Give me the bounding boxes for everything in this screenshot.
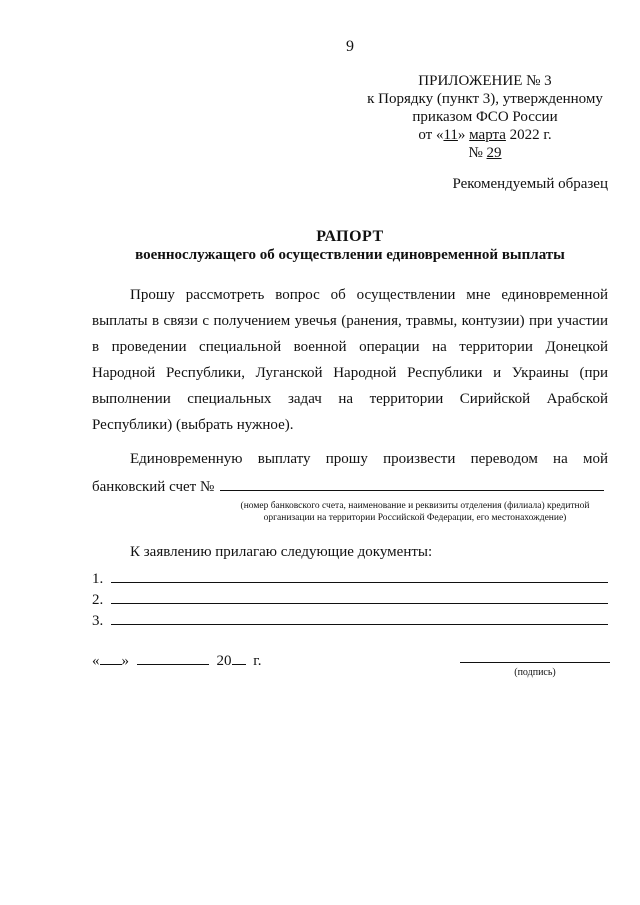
bank-account-hint: (номер банковского счета, наименование и реквизиты отделения (филиала) кредитной организации на территории Российской Федерации, его местонахождение): [240, 501, 590, 523]
attachment-field-1[interactable]: [111, 566, 608, 583]
attachment-number: 2.: [92, 592, 104, 608]
document-subtitle: военнослужащего об осуществлении единовременной выплаты: [135, 247, 565, 263]
annex-date-mid: »: [457, 127, 470, 143]
annex-number: [365, 144, 605, 162]
annex-order: приказом ФСО России: [412, 109, 558, 125]
recommended-sample-label: Рекомендуемый образец: [452, 176, 608, 192]
annex-date: [365, 126, 605, 144]
signature-field[interactable]: [460, 662, 610, 663]
attachments-intro: К заявлению прилагаю следующие документы:: [130, 544, 433, 560]
date-year-suffix: г.: [253, 653, 262, 669]
date-close-quote: »: [121, 653, 129, 669]
annex-date-prefix: от «: [418, 127, 444, 143]
request-paragraph: Прошу рассмотреть вопрос об осуществлении мне единовременной выплаты в связи с получением увечья (ранения, травмы, контузии) при участии в проведении специальной военной операции на территории Донецкой Народной Республики, Луганской Народной Республики и Украины (при выполнении специальных задач на территории Сирийской Арабской Республики) (выбрать нужное).: [92, 287, 608, 433]
signature-hint: (подпись): [514, 667, 556, 678]
annex-title: ПРИЛОЖЕНИЕ № 3: [418, 73, 552, 89]
attachment-number: 3.: [92, 613, 104, 629]
date-day-field[interactable]: [100, 650, 122, 665]
attachment-row-3: [92, 608, 608, 630]
page-number: 9: [346, 38, 354, 55]
annex-block: [365, 72, 605, 162]
bank-account-row: [92, 472, 608, 500]
annex-date-suffix: 2022 г.: [505, 127, 552, 143]
annex-date-day: 11: [443, 127, 458, 143]
document-title: РАПОРТ: [316, 228, 384, 245]
bank-account-block: [92, 446, 608, 500]
date-line: [92, 650, 261, 670]
attachment-number: 1.: [92, 571, 104, 587]
annex-number-prefix: №: [468, 145, 487, 161]
bank-request-text: Единовременную выплату прошу произвести переводом на мой: [130, 451, 608, 467]
annex-date-month: марта: [469, 127, 506, 143]
attachment-row-2: [92, 587, 608, 609]
annex-number-value: 29: [486, 145, 502, 161]
date-month-field[interactable]: [137, 650, 209, 665]
attachment-row-1: [92, 566, 608, 588]
bank-account-field[interactable]: [220, 472, 604, 491]
date-open-quote: «: [92, 653, 100, 669]
date-year-field[interactable]: [232, 650, 246, 665]
annex-reference: к Порядку (пункт 3), утвержденному: [367, 91, 603, 107]
attachment-field-3[interactable]: [111, 608, 608, 625]
date-year-prefix: 20: [216, 653, 232, 669]
bank-account-label: банковский счет №: [92, 479, 215, 495]
attachment-field-2[interactable]: [111, 587, 608, 604]
